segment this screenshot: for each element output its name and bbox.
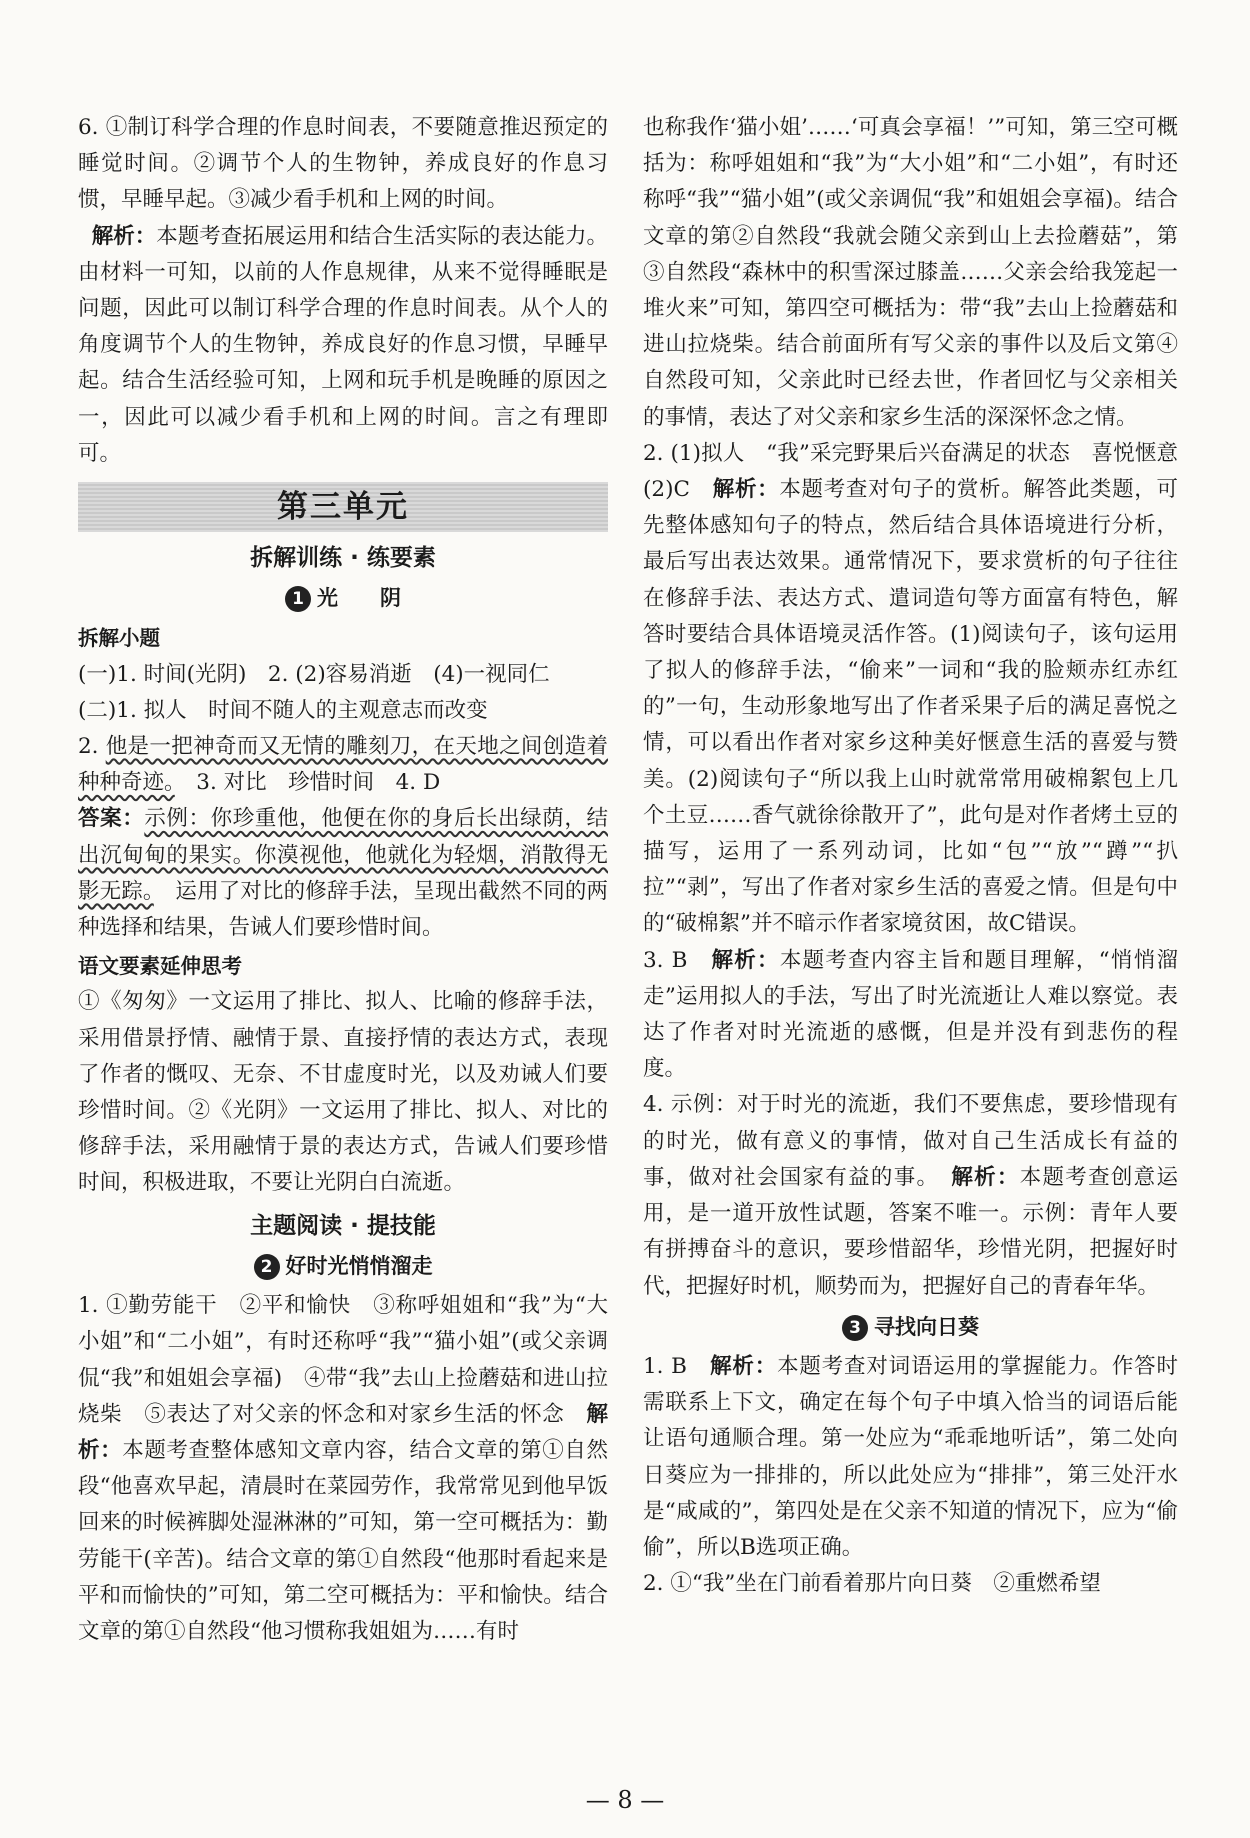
lesson-3-title: 3 寻找向日葵 [643,1309,1178,1345]
s1-answer: 1. B 解析：本题考查对词语运用的掌握能力。作答时需联系上下文，确定在每个句子中填入恰当的词语后能让语句通顺合理。第一处应为“乖乖地听话”，第二处向日葵应为一排排的，所以此处应为“排排”，第三处汗水是“咸咸的”，第四处是在父亲不知道的情况下，应为“偷偷”，所以B选项正确。 [643,1353,1178,1560]
subheading-extension: 语文要素延伸思考 [78,954,242,979]
continued-analysis: 也称我作‘猫小姐’……‘可真会享福！’”可知，第三空可概括为：称呼姐姐和“我”为“大小姐”和“二小姐”，有时还称呼“我”“猫小姐”(或父亲调侃“我”和姐姐会享福)。结合文章的第②自然段“我就会随父亲到山上去捡蘑菇”，第③自然段“森林中的积雪深过膝盖……父亲会给我笼起一堆火来”可知，第四空可概括为：带“我”去山上捡蘑菇和进山拉烧柴。结合前面所有写父亲的事件以及后文第④自然段可知，父亲此时已经去世，作者回忆与父亲相关的事情，表达了对父亲和家乡生活的深深怀念之情。 [643,115,1178,430]
q6-analysis: 解析：本题考查拓展运用和结合生活实际的表达能力。由材料一可知，以前的人作息规律，从来不觉得睡眠是问题，因此可以制订科学合理的作息时间表。从个人的角度调节个人的生物钟，养成良好的作息习惯，早睡早起。结合生活经验可知，上网和玩手机是晚睡的原因之一，因此可以减少看手机和上网的时间。言之有理即可。 [78,223,608,466]
wavy-underlined-text: 他是一把神奇而又无情的雕刻刀，在天地之间创造着种种奇迹。 [78,734,608,796]
extension-text: ①《匆匆》一文运用了排比、拟人、比喻的修辞手法，采用借景抒情、融情于景、直接抒情的表达方式，表现了作者的慨叹、无奈、不甘虚度时光，以及劝诫人们要珍惜时间。②《光阴》一文运用了排比、拟人、对比的修辞手法，采用融情于景的表达方式，告诫人们要珍惜时间，积极进取，不要让光阴白白流逝。 [78,989,608,1196]
lesson-number-badge: 3 [842,1315,868,1341]
unit-title: 第三单元 [78,482,608,532]
s2-answer: 2. ①“我”坐在门前看着那片向日葵 ②重燃希望 [643,1571,1101,1597]
q4-answer: 4. 示例：对于时光的流逝，我们不要焦虑，要珍惜现有的时光，做有意义的事情，做对自己生活成长有益的事，做对社会国家有益的事。 解析：本题考查创意运用，是一道开放性试题，答案不唯一。示例：青年人要有拼搏奋斗的意识，要珍惜韶华，珍惜光阴，把握好时代，把握好时机，顺势而为，把握好自己的青春年华。 [643,1092,1178,1299]
analysis-label: 解析： [711,947,780,973]
analysis-label: 解析： [91,223,157,249]
section-title-1: 拆解训练 · 练要素 [250,545,436,572]
lesson-number-badge: 2 [254,1254,280,1280]
answer-label: 答案： [78,806,145,832]
reading-answer-1: 1. ①勤劳能干 ②平和愉快 ③称呼姐姐和“我”为“大小姐”和“二小姐”，有时还称呼“我”“猫小姐”(或父亲调侃“我”和姐姐会享福) ④带“我”去山上捡蘑菇和进山拉烧柴 ⑤表达了对父亲的怀念和对家乡生活的怀念 解析：本题考查整体感知文章内容，结合文章的第①自然段“他喜欢早起，清晨时在菜园劳作，我常常见到他早饭回来的时候裤脚处湿淋淋的”可知，第一空可概括为：勤劳能干(辛苦)。结合文章的第①自然段“他那时看起来是平和而愉快的”可知，第二空可概括为：平和愉快。结合文章的第①自然段“他习惯称我姐姐为……有时 [78,1293,608,1644]
analysis-label: 解析： [78,1401,608,1463]
right-column [643,110,1200,1602]
answer-example: 答案：示例：你珍重他，他便在你的身后长出绿荫，结出沉甸甸的果实。你漠视他，他就化为轻烟，消散得无影无踪。 运用了对比的修辞手法，呈现出截然不同的两种选择和结果，告诫人们要珍惜时间。 [78,806,608,941]
left-column [78,110,608,1650]
q2-answer: 2. (1)拟人 “我”采完野果后兴奋满足的状态 喜悦惬意 (2)C 解析：本题考查对句子的赏析。解答此类题，可先整体感知句子的特点，然后结合具体语境进行分析，最后写出表达效果。通常情况下，要求赏析的句子往往在修辞手法、表达方式、遣词造句等方面富有特色，解答时要结合具体语境灵活作答。(1)阅读句子，该句运用了拟人的修辞手法，“偷来”一词和“我的脸颊赤红赤红的”一句，生动形象地写出了作者采果子后的满足喜悦之情，可以看出作者对家乡这种美好惬意生活的喜爱与赞美。(2)阅读句子“所以我上山时就常常用破棉絮包上几个土豆……香气就徐徐散开了”，此句是对作者烤土豆的描写，运用了一系列动词，比如“包”“放”“蹲”“扒拉”“剥”，写出了作者对家乡生活的喜爱之情。但是句中的“破棉絮”并不暗示作者家境贫困，故C错误。 [643,440,1200,937]
section-title-2: 主题阅读 · 提技能 [250,1212,436,1239]
subheading-chaijie: 拆解小题 [78,626,160,651]
q3-answer: 3. B 解析：本题考查内容主旨和题目理解，“悄悄溜走”运用拟人的手法，写出了时光流逝让人难以察觉。表达了作者对时光流逝的感慨，但是并没有到悲伤的程度。 [643,947,1178,1082]
analysis-label: 解析： [710,1353,778,1379]
lesson-1-title: 1 光 阴 [78,580,608,616]
answer-line: (一)1. 时间(光阴) 2. (2)容易消逝 (4)一视同仁 [78,661,550,687]
answer-line: (二)1. 拟人 时间不随人的主观意志而改变 [78,697,488,723]
wavy-underlined-text: 示例：你珍重他，他便在你的身后长出绿荫，结出沉甸甸的果实。你漠视他，他就化为轻烟，消散得无影无踪。 [78,806,608,904]
analysis-label: 解析： [712,477,780,503]
lesson-2-title: 2 好时光悄悄溜走 [78,1248,608,1284]
page-number: — 8 — [585,1786,665,1814]
answer-line: 2. 他是一把神奇而又无情的雕刻刀，在天地之间创造着种种奇迹。 3. 对比 珍惜时间 4. D [78,734,608,796]
lesson-number-badge: 1 [285,586,311,612]
analysis-label: 解析： [951,1164,1020,1190]
q6-answer: 6. ①制订科学合理的作息时间表，不要随意推迟预定的睡觉时间。②调节个人的生物钟，养成良好的作息习惯，早睡早起。③减少看手机和上网的时间。 [78,115,608,213]
